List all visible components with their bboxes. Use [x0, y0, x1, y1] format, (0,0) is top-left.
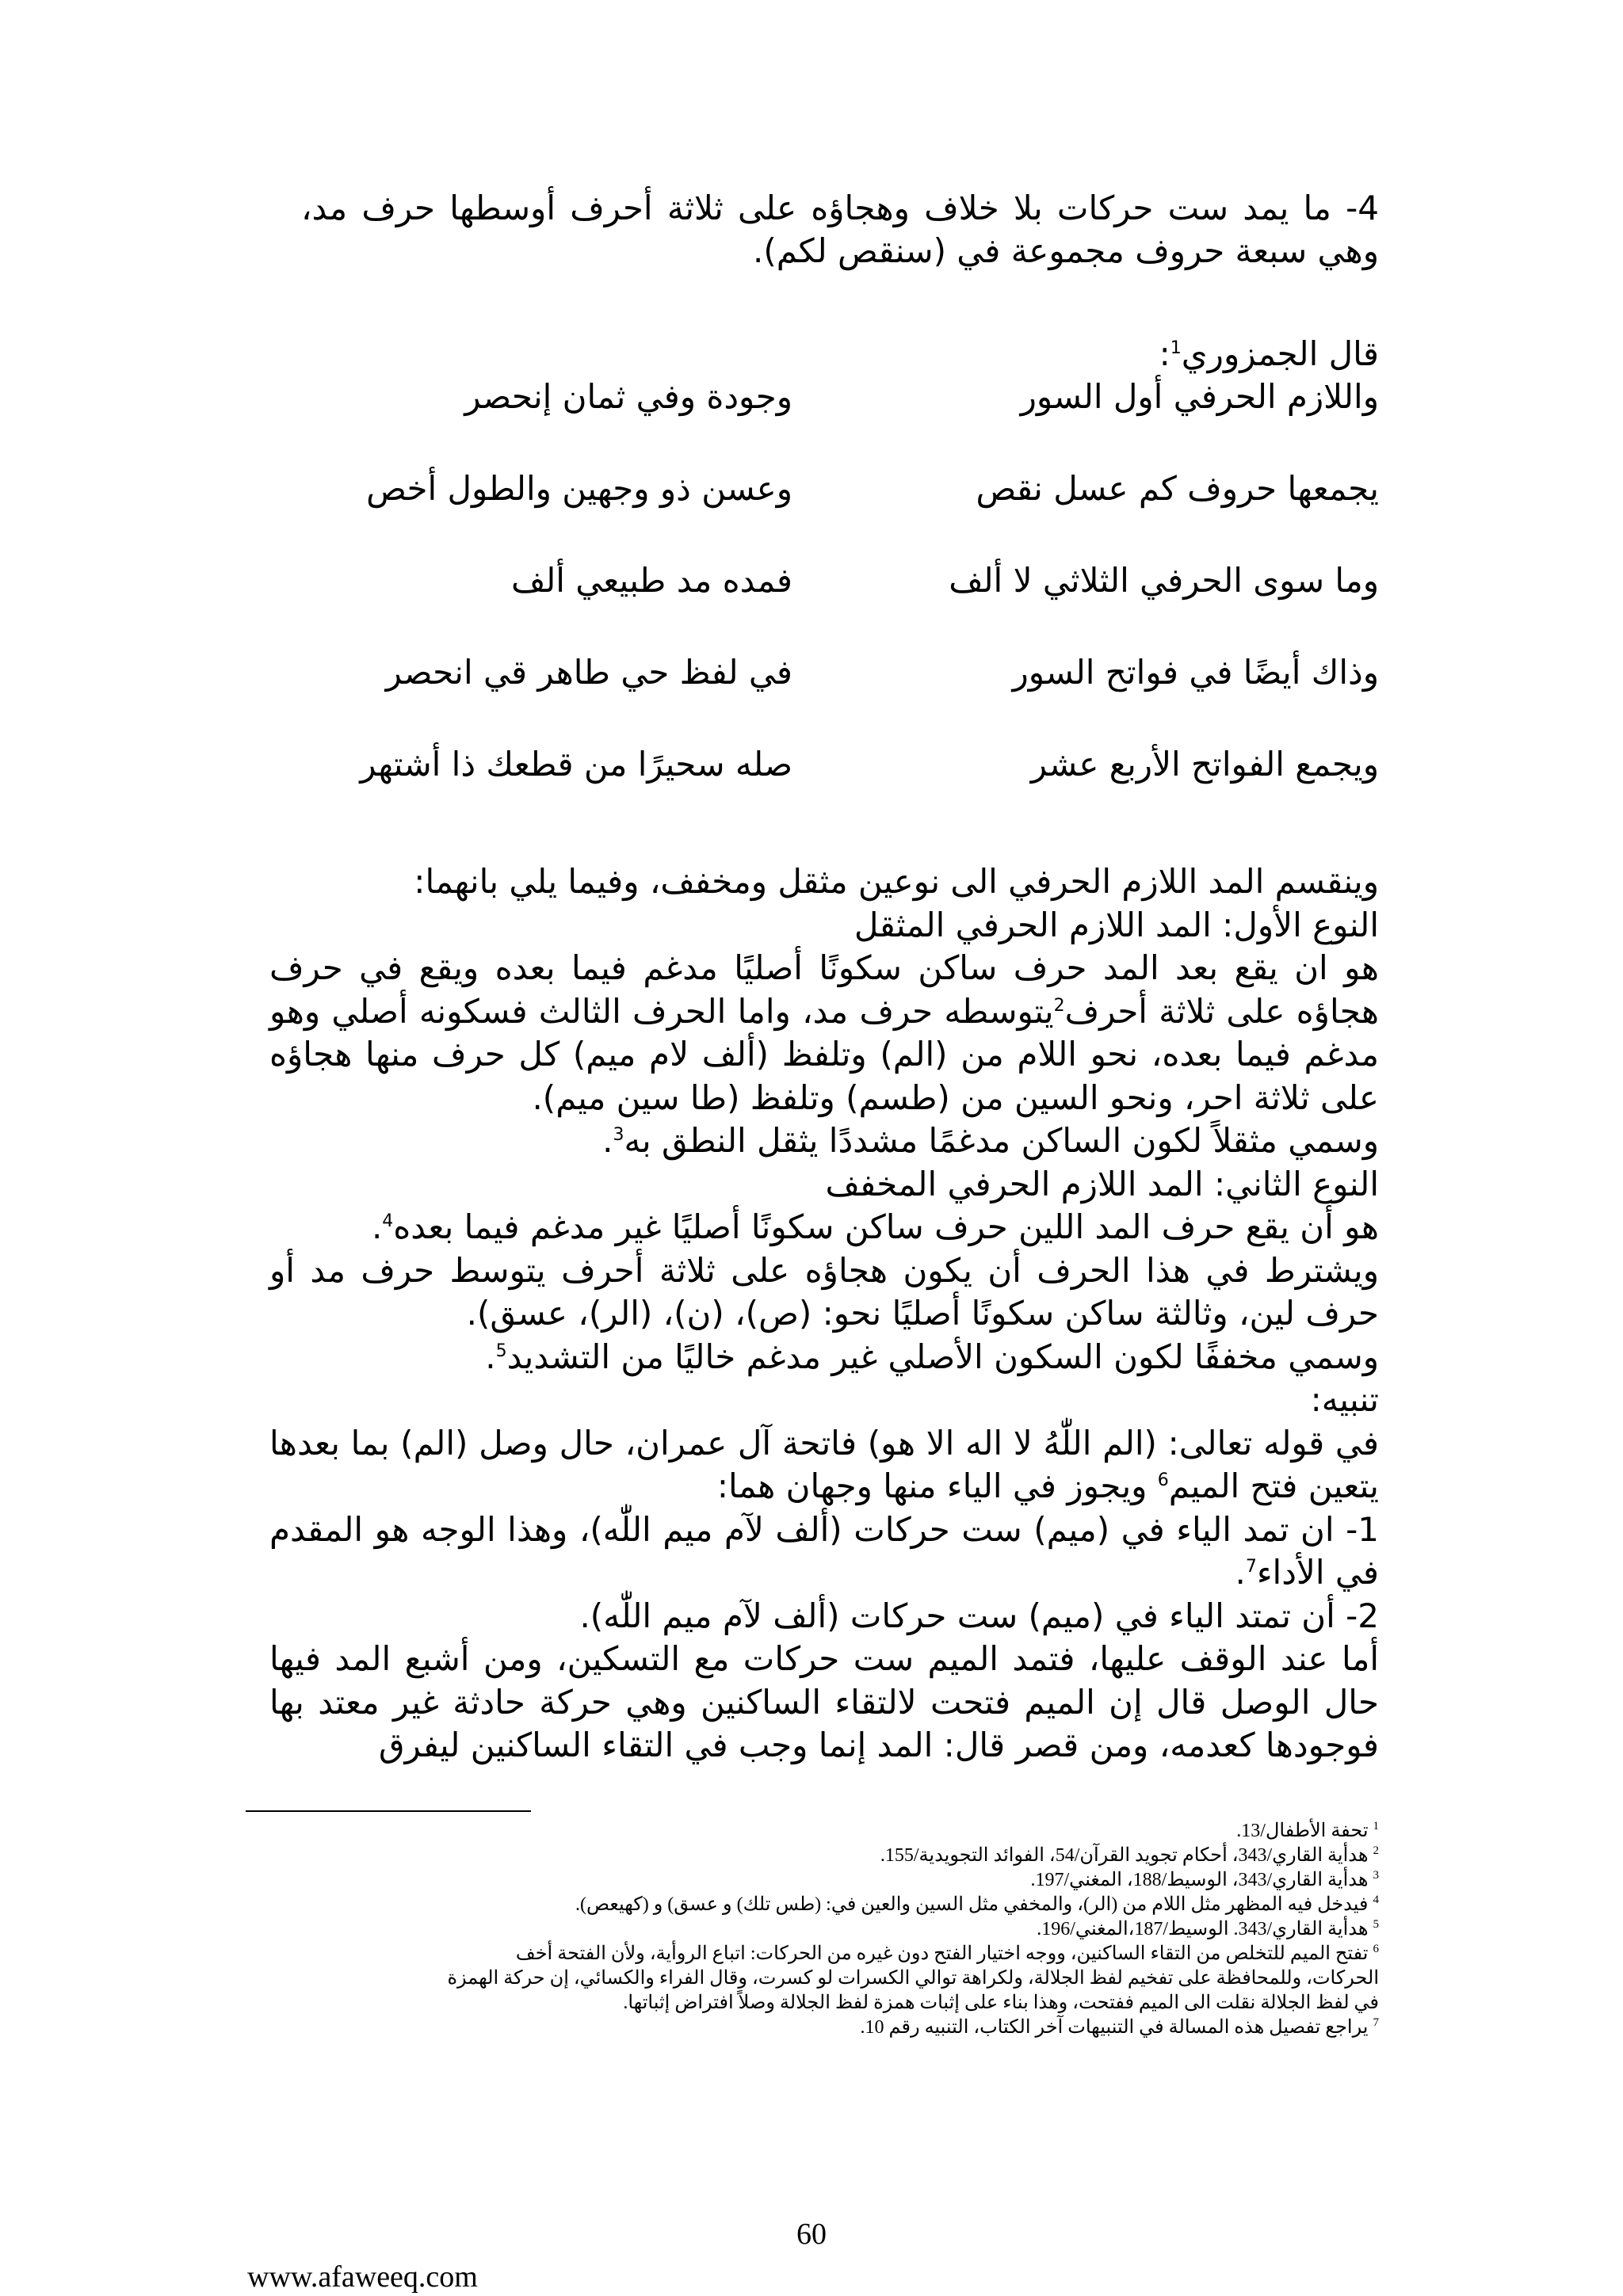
verse-second-hemistich: وجودة وفي ثمان إنحصر [464, 377, 792, 416]
verse-second-hemistich: فمده مد طبيعي ألف [511, 561, 792, 600]
footnote-text: هدأية القاري/343. الوسيط/187،المغني/196. [1037, 1919, 1369, 1939]
footnote-ref-2: 2 [1053, 995, 1065, 1016]
footnote-item [444, 1917, 1379, 1942]
poem-verse [317, 467, 1379, 559]
poem-verse [317, 559, 1379, 651]
poem-verse [317, 743, 1379, 835]
type2-definition [269, 1206, 1379, 1249]
footnote-number: 5 [1373, 1918, 1379, 1931]
verse-first-hemistich: وذاك أيضًا في فواتح السور [1012, 653, 1379, 692]
footnote-text: هدأية القاري/343، أحكام تجويد القرآن/54، الفوائد التجويدية/155. [880, 1845, 1369, 1866]
type2-definition-text: هو أن يقع حرف المد اللين حرف ساكن سكونًا أصليًا غير مدغم فيما بعده [393, 1207, 1379, 1246]
body-section [269, 860, 1379, 1768]
footnote-ref-4: 4 [382, 1211, 394, 1231]
footnote-ref-5: 5 [495, 1341, 507, 1361]
footnote-text: تحفة الأطفال/13. [1236, 1821, 1369, 1841]
type2-naming-text: وسمي مخففًا لكون السكون الأصلي غير مدغم خاليًا من التشديد [506, 1337, 1379, 1376]
type1-definition [269, 947, 1379, 1119]
type2-naming [269, 1336, 1379, 1379]
footnote-text: يراجع تفصيل هذه المسالة في التنبيهات آخر الكتاب، التنبيه رقم 10. [860, 2017, 1369, 2038]
notice-text-a: في قوله تعالى: (الم اللّٰهُ لا اله الا هو) فاتحة آل عمران، حال وصل (الم) بما بعدها يتعين فتح الميم [269, 1423, 1379, 1505]
list-item-2: 2- أن تمتد الياء في (ميم) ست حركات (ألف لآم ميم اللّٰه). [579, 1596, 1379, 1635]
verse-first-hemistich: ويجمع الفواتح الأربع عشر [1030, 745, 1379, 784]
footnote-text: هدأية القاري/343، الوسيط/188، المغني/197. [1030, 1870, 1369, 1890]
footnote-ref-3: 3 [613, 1125, 624, 1145]
footnote-item [444, 1868, 1379, 1893]
footnote-ref-1: 1 [1170, 338, 1182, 358]
footnote-ref-6: 6 [1157, 1470, 1169, 1490]
verse-second-hemistich: في لفظ حي طاهر قي انحصر [385, 653, 792, 692]
footnote-number: 1 [1373, 1820, 1379, 1833]
footnote-number: 6 [1373, 1943, 1379, 1955]
closing-paragraph: أما عند الوقف عليها، فتمد الميم ست حركات مع التسكين، ومن أشبع المد فيها حال الوصل قال إن الميم فتحت لالتقاء الساكنين وهي حركة حادثة غير معتد بها فوجودها كعدمه، ومن قصر قال: المد إنما وجب في التقاء الساكنين ليفرق [269, 1639, 1379, 1764]
poem-heading-text: قال الجمزوري [1181, 334, 1379, 373]
intro-section [301, 187, 1379, 273]
type1-naming [269, 1119, 1379, 1163]
list-item-1-text: 1- ان تمد الياء في (ميم) ست حركات (ألف لآم ميم اللّٰه)، وهذا الوجه هو المقدم في الأداء [269, 1509, 1379, 1592]
type2-heading: النوع الثاني: المد اللازم الحرفي المخفف [825, 1164, 1379, 1203]
list-item-1-end: . [1235, 1553, 1246, 1592]
type1-heading: النوع الأول: المد اللازم الحرفي المثقل [854, 905, 1379, 944]
verse-second-hemistich: وعسن ذو وجهين والطول أخص [366, 469, 792, 508]
notice-paragraph [269, 1422, 1379, 1508]
notice-text-b: ويجوز في الياء منها وجهان هما: [716, 1466, 1158, 1505]
poem-verse [317, 651, 1379, 743]
footnote-number: 7 [1373, 2016, 1379, 2029]
verse-first-hemistich: واللازم الحرفي أول السور [1020, 377, 1379, 416]
footnote-item [444, 1844, 1379, 1868]
footnote-number: 3 [1373, 1869, 1379, 1882]
footnote-item [444, 2016, 1379, 2040]
list-item-1 [269, 1508, 1379, 1595]
footnote-text: فيدخل فيه المظهر مثل اللام من (الر)، والمخفي مثل السين والعين في: (طس تلك) و عسق) و (كهيعص). [575, 1894, 1369, 1915]
website-link[interactable]: www.afaweeq.com [247, 2260, 478, 2294]
page-number: 60 [796, 2218, 827, 2251]
type1-naming-text: وسمي مثقلاً لكون الساكن مدغمًا مشددًا يثقل النطق به [624, 1121, 1379, 1160]
poem-heading-colon: : [1159, 334, 1170, 373]
footnote-item [444, 1819, 1379, 1844]
footnote-item [444, 1893, 1379, 1917]
notice-heading: تنبيه: [1310, 1380, 1379, 1419]
footnote-item [444, 1942, 1379, 2016]
poem-verse [317, 376, 1379, 467]
footnote-separator [246, 1810, 531, 1812]
intro-paragraph: 4- ما يمد ست حركات بلا خلاف وهجاؤه على ثلاثة أحرف أوسطها حرف مد، وهي سبعة حروف مجموعة في (سنقص لكم). [301, 189, 1379, 270]
footnote-ref-7: 7 [1245, 1557, 1257, 1577]
footnote-number: 2 [1373, 1844, 1379, 1857]
footnote-number: 4 [1373, 1894, 1379, 1906]
verse-first-hemistich: يجمعها حروف كم عسل نقص [976, 469, 1379, 508]
type2-naming-end: . [485, 1337, 496, 1376]
footnotes [444, 1819, 1379, 2040]
type2-condition: ويشترط في هذا الحرف أن يكون هجاؤه على ثلاثة أحرف يتوسط حرف مد أو حرف لين، وثالثة ساكن سكونًا أصليًا نحو: (ص)، (ن)، (الر)، عسق). [269, 1250, 1379, 1333]
poem-heading [301, 333, 1379, 376]
poem [317, 376, 1379, 835]
footnote-text: تفتح الميم للتخلص من التقاء الساكنين، ووجه اختيار الفتح دون غيره من الحركات: اتباع الروأية، ولأن الفتحة أخف الحركات، وللمحافظة على تفخيم لفظ الجلالة، ولكراهة توالي الكسرات لو كسرت، وقال الفراء والكسائي، إن حركة الهمزة في لفظ الجلالة نقلت الى الميم ففتحت، وهذا بناء على إثبات همزة لفظ الجلالة وصلاً افتراض إثباتها. [447, 1943, 1379, 2013]
type1-definition-b: يتوسطه حرف مد، واما الحرف الثالث فسكونه أصلي وهو مدغم فيما بعده، نحو اللام من (الم) وتلفظ (ألف لام ميم) كل حرف منها هجاؤه على ثلاثة احر، ونحو السين من (طسم) وتلفظ (طا سين ميم). [269, 991, 1379, 1117]
type1-definition-a: هو ان يقع بعد المد حرف ساكن سكونًا أصليًا مدغم فيما بعده ويقع في حرف هجاؤه على ثلاثة أحرف [269, 948, 1380, 1031]
verse-first-hemistich: وما سوى الحرفي الثلاثي لا ألف [949, 561, 1379, 600]
type2-definition-end: . [371, 1207, 383, 1246]
verse-second-hemistich: صله سحيرًا من قطعك ذا أشتهر [360, 745, 792, 784]
type1-naming-end: . [602, 1121, 613, 1160]
division-paragraph: وينقسم المد اللازم الحرفي الى نوعين مثقل ومخفف، وفيما يلي بانهما: [414, 862, 1379, 901]
